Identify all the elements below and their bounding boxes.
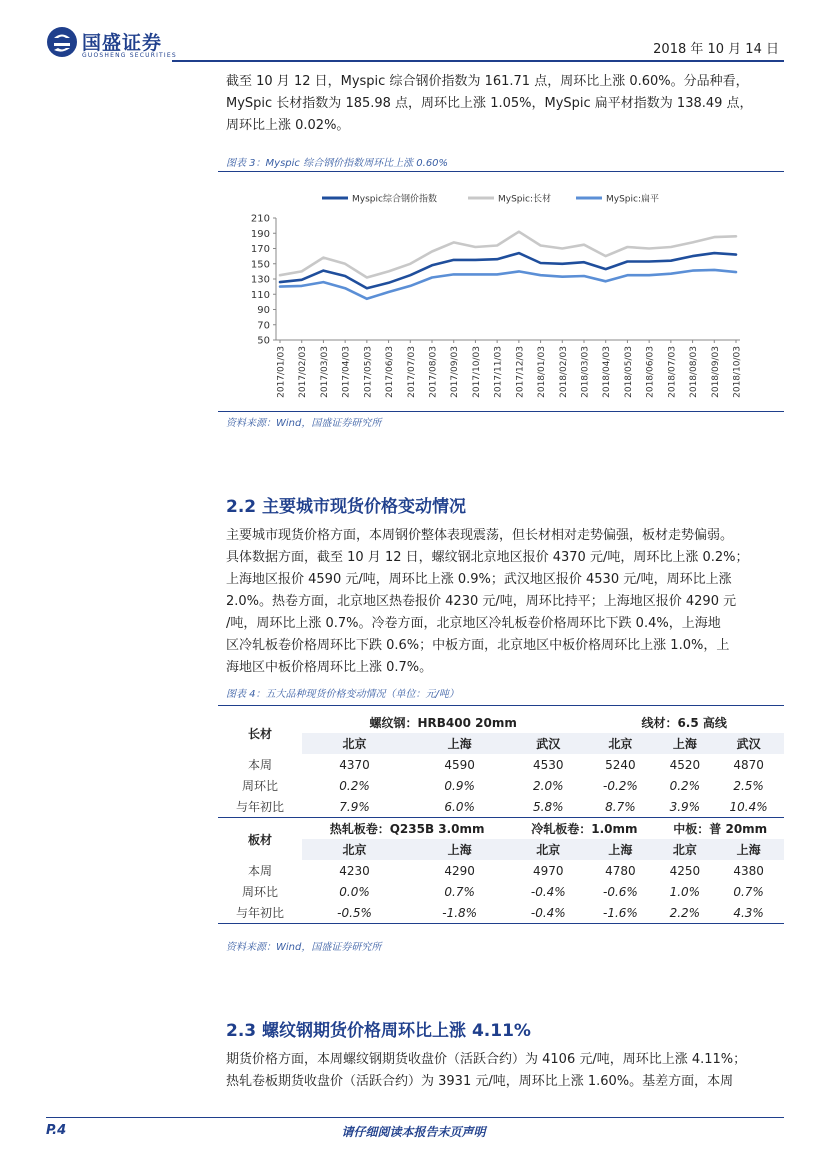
chart-legend	[322, 193, 659, 205]
city-header: 北京	[657, 839, 714, 860]
series-line-1	[280, 232, 736, 278]
table-cell: 4.3%	[733, 905, 764, 920]
x-tick-label: 2018/03/03	[580, 346, 591, 398]
table-cell: 4230	[339, 863, 370, 878]
city-header: 上海	[407, 733, 512, 754]
x-tick-label: 2017/05/03	[363, 346, 374, 398]
city-header: 上海	[713, 839, 784, 860]
table-cell: 0.2%	[339, 778, 370, 793]
section22-line: 海地区中板价格周环比上涨 0.7%。	[226, 660, 433, 675]
table-cell: 4520	[669, 757, 701, 772]
plate-product-label: 板材	[218, 818, 302, 861]
section22-line: 2.0%。热卷方面，北京地区热卷报价 4230 元/吨，周环比持平；上海地区报价 4290 元	[226, 594, 737, 609]
row-label: 周环比	[241, 779, 278, 793]
table-row	[218, 881, 784, 902]
legend-label: Myspic综合钢价指数	[352, 194, 437, 205]
table-cell: 2.2%	[669, 905, 701, 920]
row-label: 与年初比	[235, 906, 284, 920]
city-header: 上海	[407, 839, 512, 860]
table-cell: 10.4%	[729, 799, 768, 814]
table-cell: 6.0%	[444, 799, 475, 814]
table-cell: -1.8%	[442, 905, 478, 920]
city-header: 武汉	[512, 733, 584, 754]
table-cell: 4590	[444, 757, 475, 772]
hot-roll-group-header: 热轧板卷：Q235B 3.0mm	[302, 818, 512, 840]
y-tick-label: 190	[250, 228, 270, 240]
figure4-caption: 图表 4：五大品种现货价格变动情况（单位：元/吨）	[226, 689, 459, 700]
x-tick-label: 2018/05/03	[623, 346, 634, 398]
intro-line: 周环比上涨 0.02%。	[226, 118, 350, 133]
table-cell: 4370	[339, 757, 370, 772]
legend-label: MySpic:扁平	[606, 194, 659, 205]
section-2-2-title: 2.2 主要城市现货价格变动情况	[226, 497, 467, 517]
x-tick-label: 2017/07/03	[406, 346, 417, 398]
y-tick-label: 170	[250, 244, 270, 255]
city-header: 北京	[512, 839, 584, 860]
x-tick-label: 2018/09/03	[710, 346, 721, 398]
x-tick-label: 2018/08/03	[689, 345, 700, 398]
table-cell: 0.2%	[669, 778, 701, 793]
figure4-top-rule	[218, 705, 784, 706]
table-cell: 2.5%	[733, 778, 764, 793]
table-cell: -0.6%	[603, 884, 638, 899]
disclaimer-notice: 请仔细阅读本报告末页声明	[341, 1125, 486, 1139]
x-tick-label: 2017/08/03	[428, 346, 439, 398]
city-header: 上海	[657, 733, 714, 754]
y-tick-label: 110	[250, 289, 270, 301]
table-cell: 4530	[533, 757, 564, 772]
table-row	[218, 754, 784, 775]
spot-price-table	[218, 712, 784, 924]
table-cell: 1.0%	[669, 884, 701, 899]
medium-plate-group-header: 中板：普 20mm	[657, 818, 785, 840]
table-cell: -0.4%	[530, 905, 566, 920]
city-header: 北京	[302, 733, 407, 754]
city-header: 上海	[584, 839, 656, 860]
x-tick-label: 2018/07/03	[667, 346, 678, 398]
page-number: P.4	[46, 1123, 67, 1138]
table-cell: 5240	[605, 757, 636, 772]
cold-roll-group-header: 冷轧板卷：1.0mm	[512, 818, 656, 840]
section22-line: 区冷轧板卷价格周环比下跌 0.6%；中板方面，北京地区中板价格周环比上涨 1.0%，上	[226, 638, 730, 653]
row-label: 周环比	[241, 885, 278, 899]
row-label: 本周	[247, 864, 272, 878]
section22-line: /吨，周环比上涨 0.7%。冷卷方面，北京地区冷轧板卷价格周环比下跌 0.4%，上海地	[226, 616, 721, 631]
chart-series	[280, 232, 736, 299]
intro-line: MySpic 长材指数为 185.98 点，周环比上涨 1.05%，MySpic 扁平材指数为 138.49 点，	[226, 96, 753, 111]
brand-subtitle: GUOSHENG SECURITIES	[82, 52, 177, 59]
brand-logo-icon	[46, 26, 78, 58]
table-cell: -0.4%	[530, 884, 566, 899]
x-tick-label: 2017/12/03	[515, 346, 526, 398]
y-tick-label: 210	[250, 213, 270, 225]
x-tick-label: 2017/02/03	[298, 346, 309, 398]
table-cell: -0.5%	[337, 905, 372, 920]
y-tick-label: 70	[257, 320, 270, 332]
table-cell: 7.9%	[339, 799, 370, 814]
table-cell: 4290	[444, 863, 475, 878]
table-cell: -1.6%	[603, 905, 638, 920]
x-tick-label: 2017/10/03	[471, 346, 482, 398]
section-2-2-paragraph	[226, 525, 786, 679]
table-row	[218, 775, 784, 796]
intro-line: 截至 10 月 12 日，Myspic 综合钢价指数为 161.71 点，周环比上涨 0.60%。分品种看，	[226, 74, 749, 89]
table-cell: 4870	[733, 757, 764, 772]
brand-name: 国盛证券	[82, 32, 163, 54]
x-tick-label: 2017/09/03	[450, 346, 461, 398]
header-divider	[172, 60, 784, 62]
legend-label: MySpic:长材	[498, 194, 551, 205]
table-cell: 0.7%	[733, 884, 764, 899]
series-line-0	[280, 253, 736, 288]
figure3-caption: 图表 3：Myspic 综合钢价指数周环比上涨 0.60%	[226, 158, 449, 169]
wire-group-header: 线材：6.5 高线	[641, 716, 727, 730]
table-cell: 0.9%	[444, 778, 475, 793]
figure3-source: 资料来源：Wind，国盛证券研究所	[226, 418, 382, 429]
section22-line: 具体数据方面，截至 10 月 12 日，螺纹钢北京地区报价 4370 元/吨，周环比上涨 0.2%；	[226, 550, 749, 565]
chart-axes	[251, 214, 743, 398]
table-row	[218, 796, 784, 818]
table-cell: 2.0%	[533, 778, 564, 793]
table-cell: 4250	[669, 863, 701, 878]
x-tick-label: 2017/01/03	[276, 346, 287, 398]
table-cell: 0.7%	[444, 884, 475, 899]
section22-line: 主要城市现货价格方面，本周钢价整体表现震荡，但长材相对走势偏强，板材走势偏弱。	[226, 528, 734, 543]
footer-divider	[46, 1117, 784, 1118]
table-cell: 4970	[533, 863, 564, 878]
city-header: 北京	[584, 733, 656, 754]
section23-line: 热轧卷板期货收盘价（活跃合约）为 3931 元/吨，周环比上涨 1.60%。基差方面，本周	[226, 1074, 734, 1089]
long-product-label: 长材	[247, 726, 272, 741]
x-tick-label: 2017/11/03	[493, 346, 504, 398]
x-tick-label: 2018/02/03	[558, 346, 569, 398]
city-header: 武汉	[713, 733, 784, 754]
y-tick-label: 50	[257, 335, 270, 347]
row-label: 本周	[247, 758, 272, 772]
figure3-bottom-rule	[218, 411, 784, 412]
table-cell: 4780	[605, 863, 636, 878]
x-tick-label: 2018/06/03	[645, 346, 656, 398]
table-row	[218, 860, 784, 881]
x-tick-label: 2017/04/03	[341, 346, 352, 398]
x-tick-label: 2018/04/03	[602, 346, 613, 398]
table-cell: 3.9%	[669, 799, 701, 814]
section23-line: 期货价格方面，本周螺纹钢期货收盘价（活跃合约）为 4106 元/吨，周环比上涨 4.11%；	[226, 1052, 747, 1067]
table-cell: -0.2%	[603, 778, 638, 793]
table-cell: 4380	[733, 863, 764, 878]
table-cell: 0.0%	[339, 884, 370, 899]
section-2-3-paragraph	[226, 1049, 786, 1093]
figure4-source: 资料来源：Wind，国盛证券研究所	[226, 942, 382, 953]
x-tick-label: 2018/10/03	[732, 346, 743, 398]
report-date: 2018 年 10 月 14 日	[653, 42, 779, 57]
x-tick-label: 2017/06/03	[385, 346, 396, 398]
figure3-top-rule	[218, 171, 784, 172]
x-tick-label: 2017/03/03	[319, 346, 330, 398]
myspic-line-chart	[218, 176, 784, 408]
table-cell: 5.8%	[533, 799, 564, 814]
x-tick-label: 2018/01/03	[537, 346, 548, 398]
y-tick-label: 150	[250, 259, 270, 271]
series-line-2	[280, 270, 736, 299]
city-header: 北京	[302, 839, 407, 860]
y-tick-label: 130	[250, 274, 270, 286]
section-2-3-title: 2.3 螺纹钢期货价格周环比上涨 4.11%	[226, 1021, 531, 1041]
rebar-group-header: 螺纹钢：HRB400 20mm	[369, 716, 517, 730]
y-tick-label: 90	[257, 305, 270, 316]
table-cell: 8.7%	[605, 799, 636, 814]
row-label: 与年初比	[235, 800, 284, 814]
table-row	[218, 902, 784, 924]
intro-paragraph	[226, 71, 786, 137]
section22-line: 上海地区报价 4590 元/吨，周环比上涨 0.9%；武汉地区报价 4530 元/吨，周环比上涨	[226, 572, 732, 587]
